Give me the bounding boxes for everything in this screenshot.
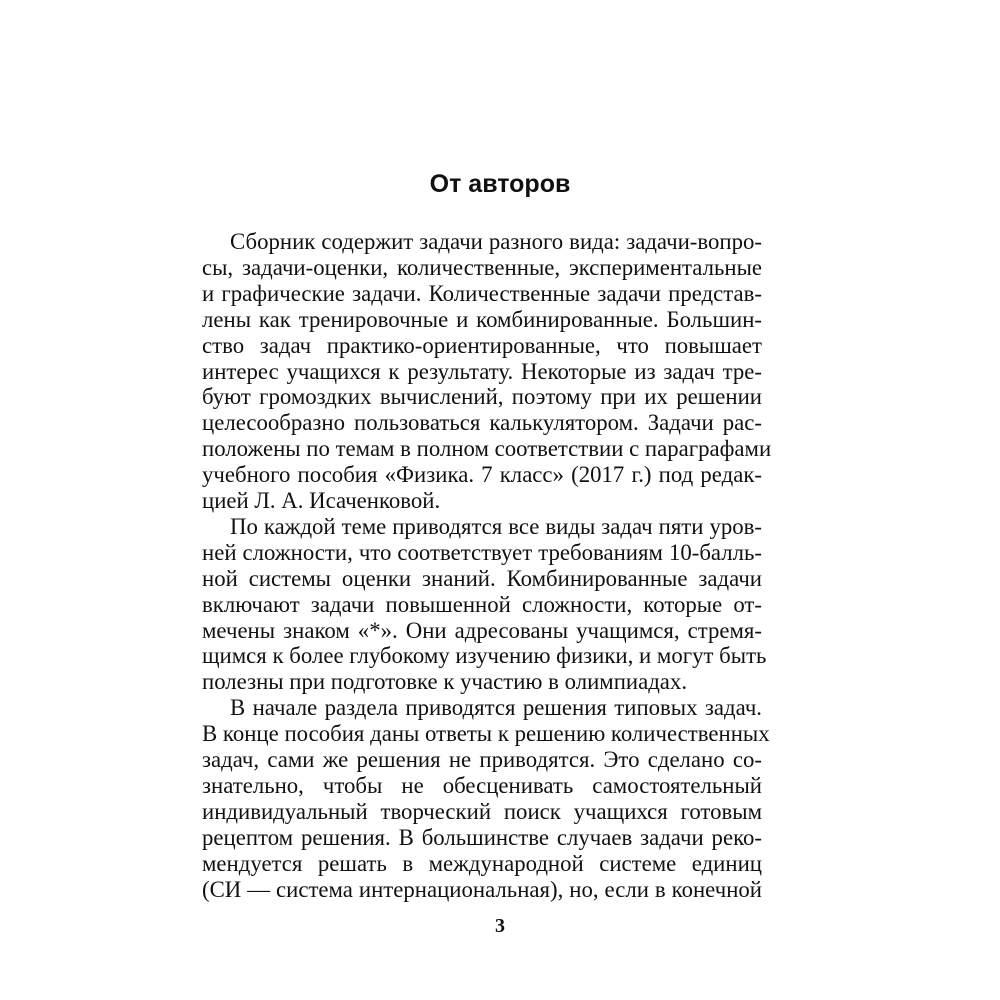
text-line: цией Л. А. Исаченковой. (202, 488, 441, 513)
text-line: и графические задачи. Количественные задачи представ- (202, 281, 762, 306)
text-line: мендуется решать в международной системе единиц (202, 851, 762, 876)
text-line: полезны при подготовке к участию в олимпиадах. (202, 669, 688, 694)
page-number: 3 (495, 915, 505, 937)
text-line: По каждой теме приводятся все виды задач пяти уров- (230, 514, 762, 539)
text-line: ной системы оценки знаний. Комбинированные задачи (202, 566, 762, 591)
text-line: ней сложности, что соответствует требованиям 10-балль- (202, 540, 762, 565)
text-line: интерес учащихся к результату. Некоторые из задач тре- (202, 359, 762, 384)
text-line: В начале раздела приводятся решения типовых задач. (230, 695, 762, 720)
text-line: лены как тренировочные и комбинированные. Большин- (202, 307, 762, 332)
page-title: От авторов (429, 170, 571, 198)
text-line: рецептом решения. В большинстве случаев задачи реко- (202, 825, 762, 850)
text-line: целесообразно пользоваться калькулятором. Задачи рас- (202, 410, 762, 435)
text-line: задач, сами же решения не приводятся. Это сделано со- (202, 747, 762, 772)
text-line: (СИ — система интернациональная), но, если в конечной (202, 877, 762, 902)
text-line: мечены знаком «*». Они адресованы учащимся, стремя- (202, 618, 762, 643)
text-line: буют громоздких вычислений, поэтому при их решении (202, 384, 762, 409)
text-line: В конце пособия даны ответы к решению количественных (202, 721, 770, 746)
text-line: сы, задачи-оценки, количественные, экспериментальные (202, 255, 762, 280)
text-line: учебного пособия «Физика. 7 класс» (2017 г.) под редак- (202, 462, 762, 487)
text-line: знательно, чтобы не обесценивать самостоятельный (202, 773, 762, 798)
text-line: щимся к более глубокому изучению физики, и могут быть (202, 643, 767, 668)
text-line: включают задачи повышенной сложности, которые от- (202, 592, 762, 617)
text-line: ство задач практико-ориентированные, что повышает (202, 333, 762, 358)
text-line: Сборник содержит задачи разного вида: задачи-вопро- (230, 229, 762, 254)
text-line: положены по темам в полном соответствии с параграфами (202, 436, 772, 461)
text-line: индивидуальный творческий поиск учащихся готовым (202, 799, 762, 824)
